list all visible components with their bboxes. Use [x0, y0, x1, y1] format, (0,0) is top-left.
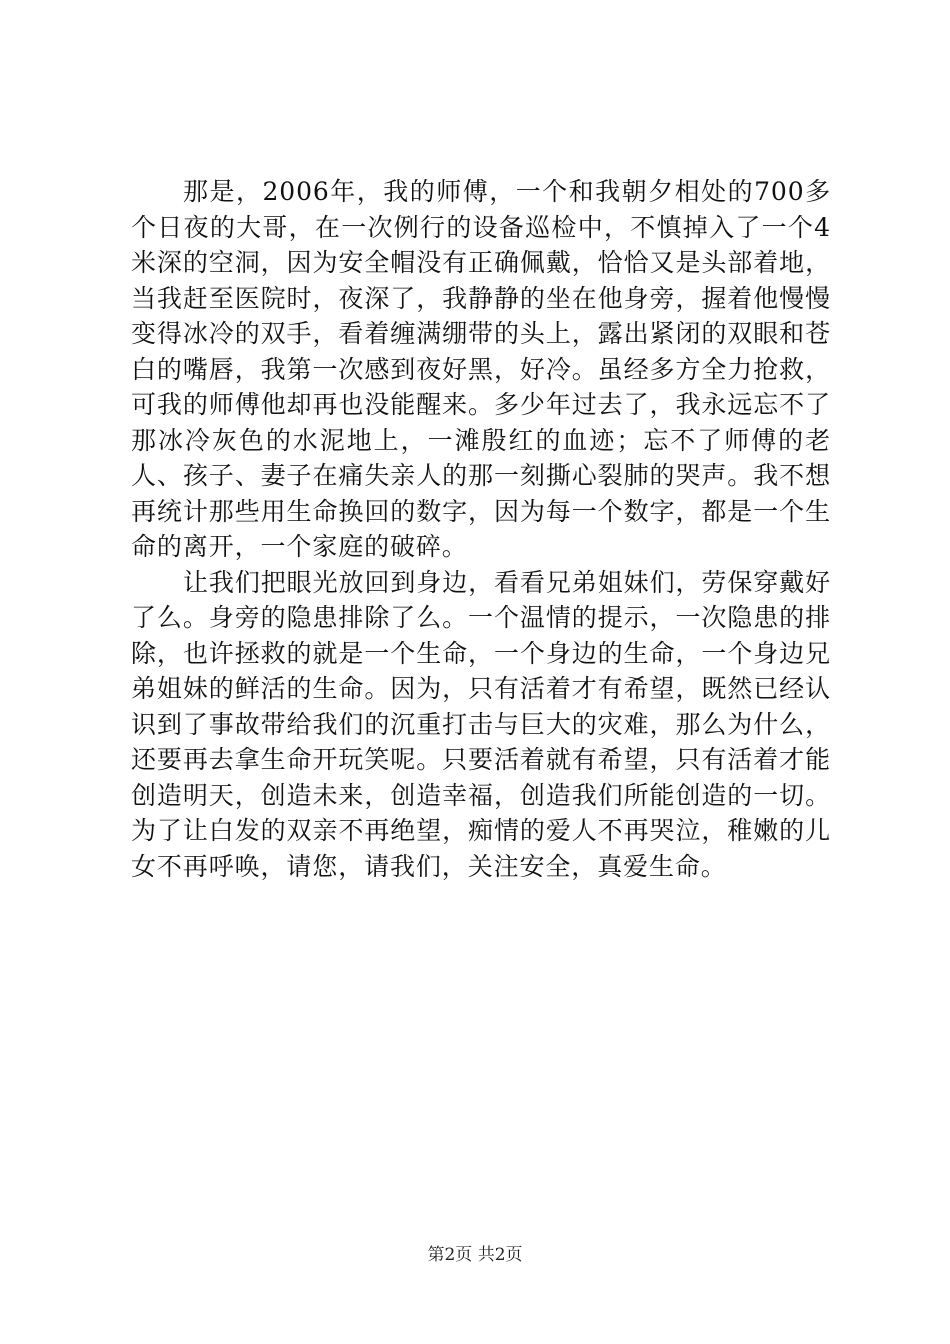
- document-body: [131, 174, 831, 884]
- page-number-footer: 第2页 共2页: [427, 1245, 523, 1265]
- paragraph-2: 让我们把眼光放回到身边，看看兄弟姐妹们，劳保穿戴好了么。身旁的隐患排除了么。一个温情的提示，一次隐患的排除，也许拯救的就是一个生命，一个身边的生命，一个身边兄弟姐妹的鲜活的生命。因为，只有活着才有希望，既然已经认识到了事故带给我们的沉重打击与巨大的灾难，那么为什么，还要再去拿生命开玩笑呢。只要活着就有希望，只有活着才能创造明天，创造未来，创造幸福，创造我们所能创造的一切。为了让白发的双亲不再绝望，痴情的爱人不再哭泣，稚嫩的儿女不再呼唤，请您，请我们，关注安全，真爱生命。: [131, 567, 831, 881]
- paragraph-1: 那是，2006年，我的师傅，一个和我朝夕相处的700多个日夜的大哥，在一次例行的设备巡检中，不慎掉入了一个4米深的空洞，因为安全帽没有正确佩戴，恰恰又是头部着地，当我赶至医院时，夜深了，我静静的坐在他身旁，握着他慢慢变得冰冷的双手，看着缠满绷带的头上，露出紧闭的双眼和苍白的嘴唇，我第一次感到夜好黑，好冷。虽经多方全力抢救，可我的师傅他却再也没能醒来。多少年过去了，我永远忘不了那冰冷灰色的水泥地上，一滩殷红的血迹；忘不了师傅的老人、孩子、妻子在痛失亲人的那一刻撕心裂肺的哭声。我不想再统计那些用生命换回的数字，因为每一个数字，都是一个生命的离开，一个家庭的破碎。: [131, 177, 831, 561]
